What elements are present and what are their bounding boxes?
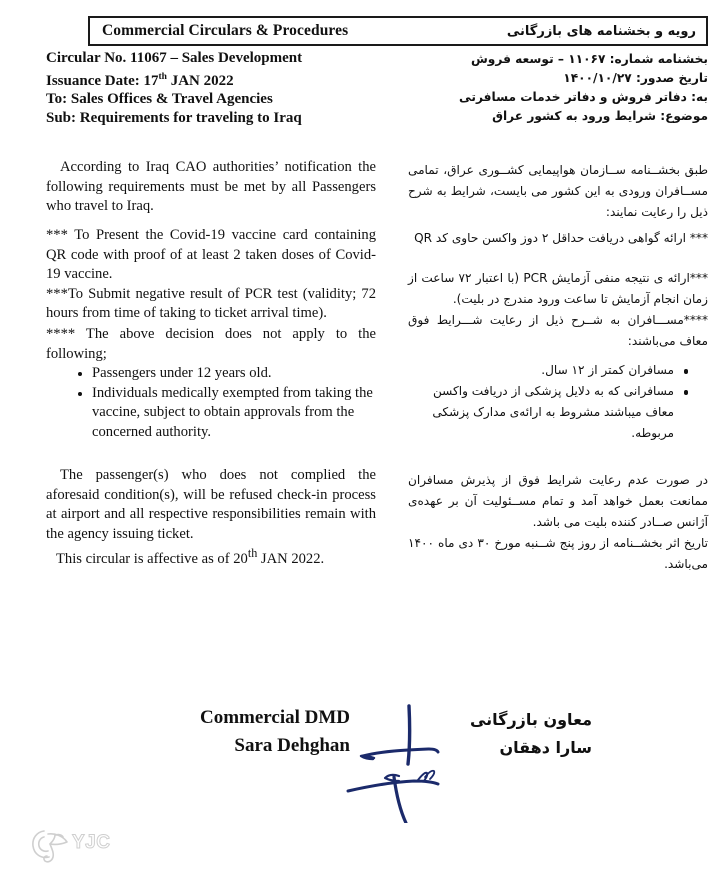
circular-number-line: Circular No. 11067 – Sales Development: [46, 50, 303, 66]
issuance-date-ordinal: th: [158, 71, 167, 82]
requirement-2-fa: [408, 268, 708, 310]
signature-block-farsi: [462, 706, 592, 762]
meta-block-english: [46, 49, 376, 127]
effective-date-fa: تاریخ اثر بخشــنامه از روز پنج شــنبه مورخ ۳۰ دی ماه ۱۴۰۰ می‌باشد.: [408, 536, 708, 571]
issuance-date-pre: Issuance Date: 17: [46, 72, 159, 89]
meta-block-farsi: [418, 50, 708, 126]
signatory-title-en: Commercial DMD: [199, 707, 350, 728]
handwritten-signature: [330, 698, 480, 823]
exemption-intro-fa: ****مســـافران به شــرح ذیل از رعایت شـــرایط فوق معاف می‌باشند:: [408, 313, 708, 348]
issuance-date-line: [46, 68, 376, 91]
yjc-bird-logo-icon: [28, 822, 72, 868]
requirement-2-fa-post: (با اعتبار ۷۲ ساعت از زمان انجام آزمایش تا ساعت ورود مندرج در بلیت).: [408, 271, 708, 306]
body-english-exemptions: [46, 325, 376, 442]
recipient-line: To: Sales Offices & Travel Agencies: [46, 91, 273, 107]
body-farsi-intro: [408, 160, 708, 223]
list-item: Individuals medically exempted from taking the vaccine, subject to obtain approvals from the concerned authority.: [92, 384, 376, 443]
qr-label: QR: [414, 231, 433, 245]
document-title-box: [88, 16, 708, 46]
exemption-list-fa: [408, 360, 708, 444]
title-farsi: رویه و بخشنامه های بازرگانی: [506, 23, 696, 39]
watermark: [28, 822, 128, 868]
exemption-list-en: [46, 364, 376, 442]
effective-date-ordinal: th: [247, 546, 258, 560]
body-english-closing: [46, 466, 376, 569]
signatory-name-en: Sara Dehghan: [234, 735, 350, 756]
circular-number-line-fa: بخشنامه شماره: ۱۱۰۶۷ – توسعه فروش: [470, 52, 708, 66]
body-farsi-closing: [408, 470, 708, 575]
requirement-1-en: *** To Present the Covid-19 vaccine card containing QR code with proof of at least 2 taken doses of Covid-19 vaccine.: [46, 227, 376, 282]
body-english-requirements: [46, 226, 376, 324]
pcr-label: PCR: [523, 271, 548, 285]
body-farsi-requirement-1: [408, 228, 708, 249]
subject-line: Sub: Requirements for traveling to Iraq: [46, 109, 302, 126]
signatory-title-fa: معاون بازرگانی: [469, 710, 592, 729]
list-item: مسافران کمتر از ۱۲ سال.: [408, 360, 674, 381]
requirement-1-fa: [408, 228, 708, 249]
requirement-1-fa-text: *** ارائه گواهی دریافت حداقل ۲ دوز واکسن حاوی کد: [432, 231, 708, 245]
closing-paragraph-fa: در صورت عدم رعایت شرایط فوق از پذیرش مسافران ممانعت بعمل خواهد آمد و تمام مســئولیت آن بر عهده‌ی آژانس صــادر کننده بلیت می باشد.: [408, 473, 708, 529]
exemption-intro-en: **** The above decision does not apply to the following;: [46, 326, 376, 362]
issuance-date-post: JAN 2022: [166, 72, 234, 89]
intro-paragraph-fa: طبق بخشــنامه ســازمان هواپیمایی کشــوری عراق، تمامی مســافران ورودی به این کشور می بایست، شرایط به شرح ذیل را رعایت نمایند:: [408, 163, 708, 219]
recipient-line-fa: به: دفاتر فروش و دفاتر خدمات مسافرتی: [459, 90, 708, 104]
effective-date-pre: This circular is affective as of 20: [56, 550, 248, 567]
closing-paragraph-en: The passenger(s) who does not complied the aforesaid condition(s), will be refused check-in process at airport and all respective responsibilities remain with the agency issuing ticket.: [46, 467, 376, 542]
effective-date-post: JAN 2022.: [257, 550, 325, 567]
watermark-label: YJC: [72, 832, 111, 853]
body-english-intro: [46, 158, 376, 217]
requirement-2-fa-pre: ***ارائه ی نتیجه منفی آزمایش: [547, 271, 709, 285]
list-item: Passengers under 12 years old.: [92, 364, 376, 384]
effective-date-en: [46, 544, 376, 569]
issuance-date-line-fa: تاریخ صدور: ۱۴۰۰/۱۰/۲۷: [563, 71, 708, 85]
subject-line-fa: موضوع: شرایط ورود به کشور عراق: [492, 109, 708, 123]
signature-block-english: [150, 704, 350, 760]
signatory-name-fa: سارا دهقان: [499, 738, 592, 757]
intro-paragraph-en: According to Iraq CAO authorities’ notification the following requirements must be met by all Passengers who travel to Iraq.: [46, 159, 376, 214]
body-farsi-exemptions: [408, 360, 708, 444]
title-english: Commercial Circulars & Procedures: [102, 22, 349, 39]
body-farsi-requirement-2: [408, 268, 708, 352]
list-item: مسافرانی که به دلایل پزشکی از دریافت واکسن معاف میباشند مشروط به ارائه‌ی مدارک پزشکی مربوطه.: [408, 381, 674, 444]
requirement-2-en: ***To Submit negative result of PCR test (validity; 72 hours from time of taking to ticket arrival time).: [46, 285, 376, 321]
